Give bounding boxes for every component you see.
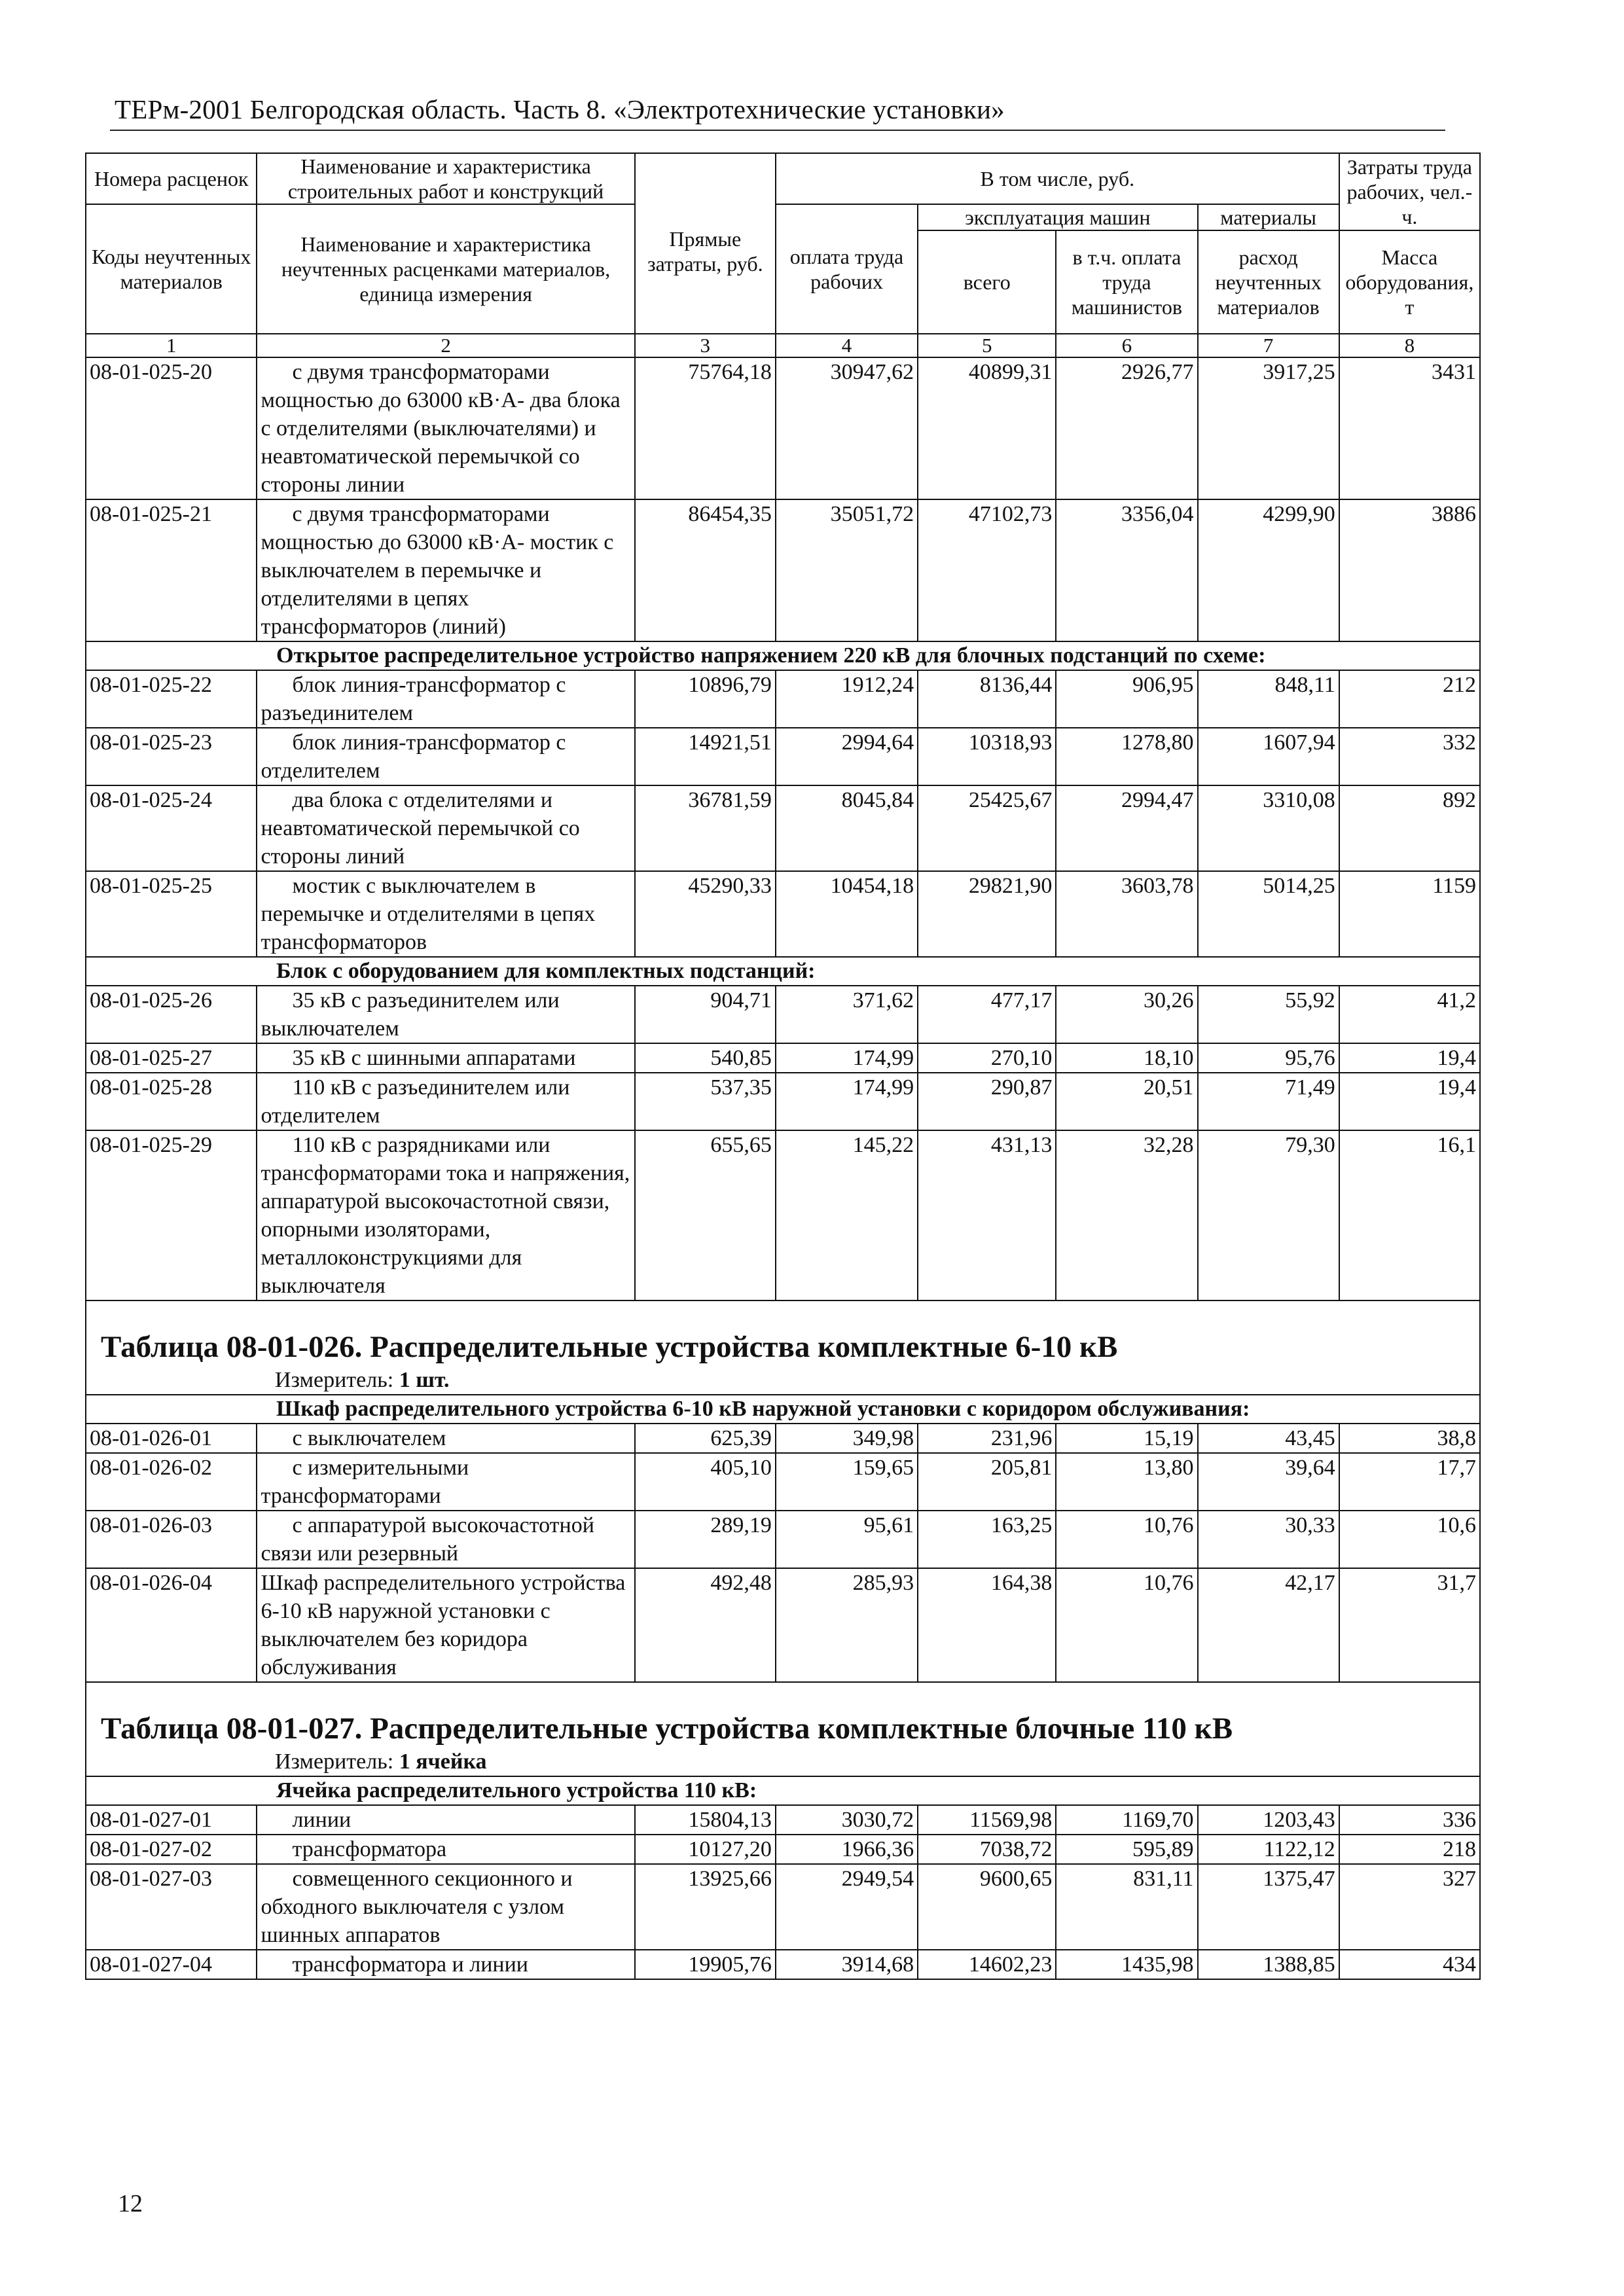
labor-cost: 434	[1339, 1950, 1480, 1979]
rate-name: с двумя трансформаторами мощностью до 63000 кВ·А- мостик с выключателем в перемычке и отделителями в цепях трансформаторов (линий)	[257, 499, 634, 641]
worker-wage: 8045,84	[776, 785, 918, 871]
rate-name: 110 кВ с разрядниками или трансформаторами тока и напряжения, аппаратурой высокочастотной связи, опорными изоляторами, металлоконструкциями для выключателя	[257, 1130, 634, 1300]
col-number: 5	[918, 334, 1056, 357]
col-unaccounted-codes-header: Коды неучтенных материалов	[86, 204, 257, 334]
labor-cost: 41,2	[1339, 986, 1480, 1043]
direct-cost: 655,65	[635, 1130, 776, 1300]
col-unaccounted-name-header: Наименование и характеристика неучтенных расценками материалов, единица измерения	[257, 204, 634, 334]
materials-cost: 4299,90	[1198, 499, 1339, 641]
worker-wage: 2994,64	[776, 728, 918, 785]
table-row	[86, 785, 1480, 871]
direct-cost: 19905,76	[635, 1950, 776, 1979]
labor-cost: 3886	[1339, 499, 1480, 641]
materials-cost: 79,30	[1198, 1130, 1339, 1300]
machine-total: 25425,67	[918, 785, 1056, 871]
materials-cost: 3917,25	[1198, 357, 1339, 499]
machine-total: 231,96	[918, 1424, 1056, 1453]
rate-name: блок линия-трансформатор с отделителем	[257, 728, 634, 785]
direct-cost: 10127,20	[635, 1835, 776, 1864]
worker-wage: 371,62	[776, 986, 918, 1043]
rate-code: 08-01-025-29	[86, 1130, 257, 1300]
labor-cost: 16,1	[1339, 1130, 1480, 1300]
rate-code: 08-01-026-03	[86, 1511, 257, 1568]
operator-wage: 1169,70	[1056, 1805, 1197, 1835]
machine-total: 11569,98	[918, 1805, 1056, 1835]
worker-wage: 10454,18	[776, 871, 918, 957]
col-number: 3	[635, 334, 776, 357]
col-number: 2	[257, 334, 634, 357]
direct-cost: 537,35	[635, 1073, 776, 1130]
section-heading: Блок с оборудованием для комплектных подстанций:	[86, 957, 1480, 986]
labor-cost: 332	[1339, 728, 1480, 785]
col-wage-header: оплата труда рабочих	[776, 204, 918, 334]
operator-wage: 30,26	[1056, 986, 1197, 1043]
operator-wage: 15,19	[1056, 1424, 1197, 1453]
materials-cost: 71,49	[1198, 1073, 1339, 1130]
rate-name: 35 кВ с шинными аппаратами	[257, 1043, 634, 1073]
machine-total: 7038,72	[918, 1835, 1056, 1864]
col-machines-header: эксплуатация машин	[918, 204, 1197, 230]
machine-total: 9600,65	[918, 1864, 1056, 1950]
rate-code: 08-01-027-03	[86, 1864, 257, 1950]
machine-total: 8136,44	[918, 670, 1056, 728]
header-divider	[110, 130, 1445, 131]
machine-total: 14602,23	[918, 1950, 1056, 1979]
worker-wage: 95,61	[776, 1511, 918, 1568]
rate-code: 08-01-025-28	[86, 1073, 257, 1130]
col-number: 7	[1198, 334, 1339, 357]
materials-cost: 5014,25	[1198, 871, 1339, 957]
direct-cost: 75764,18	[635, 357, 776, 499]
measure-unit-label: Измеритель:	[275, 1749, 394, 1774]
rate-code: 08-01-027-04	[86, 1950, 257, 1979]
rate-code: 08-01-026-04	[86, 1568, 257, 1682]
labor-cost: 38,8	[1339, 1424, 1480, 1453]
labor-cost: 19,4	[1339, 1073, 1480, 1130]
rate-name: с аппаратурой высокочастотной связи или резервный	[257, 1511, 634, 1568]
col-number: 8	[1339, 334, 1480, 357]
rate-code: 08-01-026-02	[86, 1453, 257, 1511]
table-row	[86, 1424, 1480, 1453]
rate-name: с двумя трансформаторами мощностью до 63000 кВ·А- два блока с отделителями (выключателями) и неавтоматической перемычкой со стороны линии	[257, 357, 634, 499]
labor-cost: 892	[1339, 785, 1480, 871]
rate-code: 08-01-025-22	[86, 670, 257, 728]
rate-name: 110 кВ с разъединителем или отделителем	[257, 1073, 634, 1130]
direct-cost: 13925,66	[635, 1864, 776, 1950]
col-number: 1	[86, 334, 257, 357]
col-materials-header: материалы	[1198, 204, 1339, 230]
worker-wage: 35051,72	[776, 499, 918, 641]
operator-wage: 20,51	[1056, 1073, 1197, 1130]
rate-name: совмещенного секционного и обходного выключателя с узлом шинных аппаратов	[257, 1864, 634, 1950]
table-title: Таблица 08-01-026. Распределительные устройства комплектные 6-10 кВ	[86, 1327, 1480, 1367]
table-row	[86, 1950, 1480, 1979]
machine-total: 290,87	[918, 1073, 1056, 1130]
rate-code: 08-01-025-23	[86, 728, 257, 785]
labor-cost: 218	[1339, 1835, 1480, 1864]
col-name-header: Наименование и характеристика строительных работ и конструкций	[257, 153, 634, 204]
materials-cost: 95,76	[1198, 1043, 1339, 1073]
machine-total: 163,25	[918, 1511, 1056, 1568]
section-heading: Открытое распределительное устройство напряжением 220 кВ для блочных подстанций по схеме:	[86, 641, 1480, 670]
measure-unit-value: 1 шт.	[399, 1368, 450, 1392]
labor-cost: 336	[1339, 1805, 1480, 1835]
col-labor-header: Затраты труда рабочих, чел.-ч.	[1339, 153, 1480, 230]
worker-wage: 30947,62	[776, 357, 918, 499]
operator-wage: 10,76	[1056, 1511, 1197, 1568]
machine-total: 477,17	[918, 986, 1056, 1043]
col-number: 4	[776, 334, 918, 357]
rates-table	[85, 152, 1481, 1980]
operator-wage: 906,95	[1056, 670, 1197, 728]
rate-name: два блока с отделителями и неавтоматической перемычкой со стороны линий	[257, 785, 634, 871]
materials-cost: 1607,94	[1198, 728, 1339, 785]
labor-cost: 1159	[1339, 871, 1480, 957]
rate-code: 08-01-025-20	[86, 357, 257, 499]
materials-cost: 55,92	[1198, 986, 1339, 1043]
rate-name: трансформатора и линии	[257, 1950, 634, 1979]
worker-wage: 349,98	[776, 1424, 918, 1453]
operator-wage: 831,11	[1056, 1864, 1197, 1950]
labor-cost: 327	[1339, 1864, 1480, 1950]
table-row	[86, 1073, 1480, 1130]
operator-wage: 3356,04	[1056, 499, 1197, 641]
direct-cost: 36781,59	[635, 785, 776, 871]
labor-cost: 31,7	[1339, 1568, 1480, 1682]
operator-wage: 13,80	[1056, 1453, 1197, 1511]
operator-wage: 18,10	[1056, 1043, 1197, 1073]
rate-code: 08-01-027-01	[86, 1805, 257, 1835]
table-row	[86, 499, 1480, 641]
materials-cost: 1203,43	[1198, 1805, 1339, 1835]
rate-code: 08-01-026-01	[86, 1424, 257, 1453]
operator-wage: 1435,98	[1056, 1950, 1197, 1979]
col-mass-header: Масса оборудования, т	[1339, 230, 1480, 334]
table-row	[86, 1835, 1480, 1864]
measure-unit	[86, 1748, 1480, 1776]
table-row	[86, 1805, 1480, 1835]
direct-cost: 45290,33	[635, 871, 776, 957]
rate-code: 08-01-025-25	[86, 871, 257, 957]
materials-cost: 3310,08	[1198, 785, 1339, 871]
rate-name: с выключателем	[257, 1424, 634, 1453]
labor-cost: 212	[1339, 670, 1480, 728]
worker-wage: 1966,36	[776, 1835, 918, 1864]
measure-unit	[86, 1367, 1480, 1395]
materials-cost: 30,33	[1198, 1511, 1339, 1568]
table-row	[86, 670, 1480, 728]
measure-unit-label: Измеритель:	[275, 1368, 394, 1392]
labor-cost: 19,4	[1339, 1043, 1480, 1073]
machine-total: 29821,90	[918, 871, 1056, 957]
table-row	[86, 1043, 1480, 1073]
worker-wage: 159,65	[776, 1453, 918, 1511]
worker-wage: 145,22	[776, 1130, 918, 1300]
section-heading: Шкаф распределительного устройства 6-10 кВ наружной установки с коридором обслуживания:	[86, 1395, 1480, 1424]
page-number: 12	[118, 2190, 143, 2217]
rate-name: Шкаф распределительного устройства 6-10 кВ наружной установки с выключателем без коридора обслуживания	[257, 1568, 634, 1682]
materials-cost: 39,64	[1198, 1453, 1339, 1511]
direct-cost: 289,19	[635, 1511, 776, 1568]
table-row	[86, 1568, 1480, 1682]
rate-name: трансформатора	[257, 1835, 634, 1864]
operator-wage: 3603,78	[1056, 871, 1197, 957]
machine-total: 164,38	[918, 1568, 1056, 1682]
rate-name: 35 кВ с разъединителем или выключателем	[257, 986, 634, 1043]
materials-cost: 1375,47	[1198, 1864, 1339, 1950]
spacer	[86, 1682, 1480, 1709]
col-direct-header: Прямые затраты, руб.	[635, 153, 776, 334]
rate-code: 08-01-025-27	[86, 1043, 257, 1073]
direct-cost: 540,85	[635, 1043, 776, 1073]
col-operator-wage-header: в т.ч. оплата труда машинистов	[1056, 230, 1197, 334]
table-row	[86, 357, 1480, 499]
worker-wage: 285,93	[776, 1568, 918, 1682]
worker-wage: 174,99	[776, 1043, 918, 1073]
direct-cost: 10896,79	[635, 670, 776, 728]
machine-total: 10318,93	[918, 728, 1056, 785]
worker-wage: 174,99	[776, 1073, 918, 1130]
operator-wage: 1278,80	[1056, 728, 1197, 785]
col-number: 6	[1056, 334, 1197, 357]
col-codes-header: Номера расценок	[86, 153, 257, 204]
direct-cost: 86454,35	[635, 499, 776, 641]
page-header-title: ТЕРм-2001 Белгородская область. Часть 8. «Электротехнические установки»	[115, 94, 1005, 124]
table-row	[86, 1511, 1480, 1568]
spacer	[86, 1300, 1480, 1327]
operator-wage: 10,76	[1056, 1568, 1197, 1682]
table-row	[86, 986, 1480, 1043]
machine-total: 270,10	[918, 1043, 1056, 1073]
worker-wage: 3030,72	[776, 1805, 918, 1835]
table-row	[86, 871, 1480, 957]
rate-code: 08-01-025-26	[86, 986, 257, 1043]
worker-wage: 3914,68	[776, 1950, 918, 1979]
direct-cost: 405,10	[635, 1453, 776, 1511]
rate-code: 08-01-025-24	[86, 785, 257, 871]
materials-cost: 1122,12	[1198, 1835, 1339, 1864]
direct-cost: 625,39	[635, 1424, 776, 1453]
col-materials-usage-header: расход неучтенных материалов	[1198, 230, 1339, 334]
worker-wage: 2949,54	[776, 1864, 918, 1950]
rate-name: линии	[257, 1805, 634, 1835]
materials-cost: 42,17	[1198, 1568, 1339, 1682]
machine-total: 47102,73	[918, 499, 1056, 641]
table-row	[86, 1864, 1480, 1950]
table-row	[86, 1130, 1480, 1300]
direct-cost: 904,71	[635, 986, 776, 1043]
rate-name: блок линия-трансформатор с разъединителем	[257, 670, 634, 728]
table-title: Таблица 08-01-027. Распределительные устройства комплектные блочные 110 кВ	[86, 1709, 1480, 1748]
operator-wage: 2926,77	[1056, 357, 1197, 499]
rate-name: с измерительными трансформаторами	[257, 1453, 634, 1511]
rate-code: 08-01-025-21	[86, 499, 257, 641]
materials-cost: 43,45	[1198, 1424, 1339, 1453]
rate-name: мостик с выключателем в перемычке и отделителями в цепях трансформаторов	[257, 871, 634, 957]
measure-unit-value: 1 ячейка	[399, 1749, 487, 1774]
table-row	[86, 1453, 1480, 1511]
operator-wage: 595,89	[1056, 1835, 1197, 1864]
direct-cost: 15804,13	[635, 1805, 776, 1835]
materials-cost: 1388,85	[1198, 1950, 1339, 1979]
section-heading: Ячейка распределительного устройства 110 кВ:	[86, 1776, 1480, 1805]
materials-cost: 848,11	[1198, 670, 1339, 728]
direct-cost: 14921,51	[635, 728, 776, 785]
rate-code: 08-01-027-02	[86, 1835, 257, 1864]
machine-total: 431,13	[918, 1130, 1056, 1300]
worker-wage: 1912,24	[776, 670, 918, 728]
col-machines-total-header: всего	[918, 230, 1056, 334]
table-row	[86, 728, 1480, 785]
col-incl-header: В том числе, руб.	[776, 153, 1339, 204]
direct-cost: 492,48	[635, 1568, 776, 1682]
operator-wage: 2994,47	[1056, 785, 1197, 871]
labor-cost: 3431	[1339, 357, 1480, 499]
labor-cost: 17,7	[1339, 1453, 1480, 1511]
machine-total: 205,81	[918, 1453, 1056, 1511]
machine-total: 40899,31	[918, 357, 1056, 499]
operator-wage: 32,28	[1056, 1130, 1197, 1300]
labor-cost: 10,6	[1339, 1511, 1480, 1568]
